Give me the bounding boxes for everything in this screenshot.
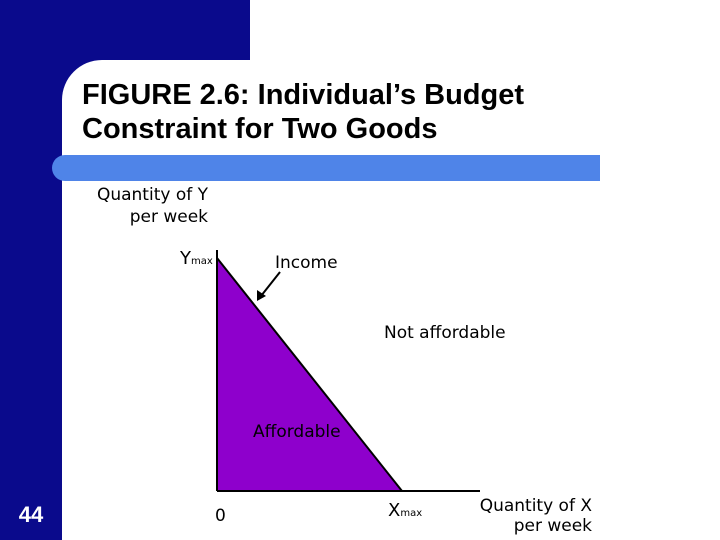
income-pointer-arrow — [261, 272, 280, 296]
x-axis-label: Quantity of X per week — [479, 496, 592, 536]
slide-number: 44 — [18, 502, 44, 527]
y-axis-label: Quantity of Y per week — [96, 185, 208, 227]
income-label: Income — [275, 253, 338, 273]
not-affordable-label: Not affordable — [384, 323, 506, 343]
x-intercept-label: Xmax — [388, 500, 423, 521]
slide-title: FIGURE 2.6: Individual’s Budget Constraint for Two Goods — [82, 79, 525, 145]
y-intercept-label: Ymax — [180, 248, 213, 269]
affordable-label: Affordable — [253, 422, 341, 442]
origin-label: 0 — [215, 506, 226, 526]
